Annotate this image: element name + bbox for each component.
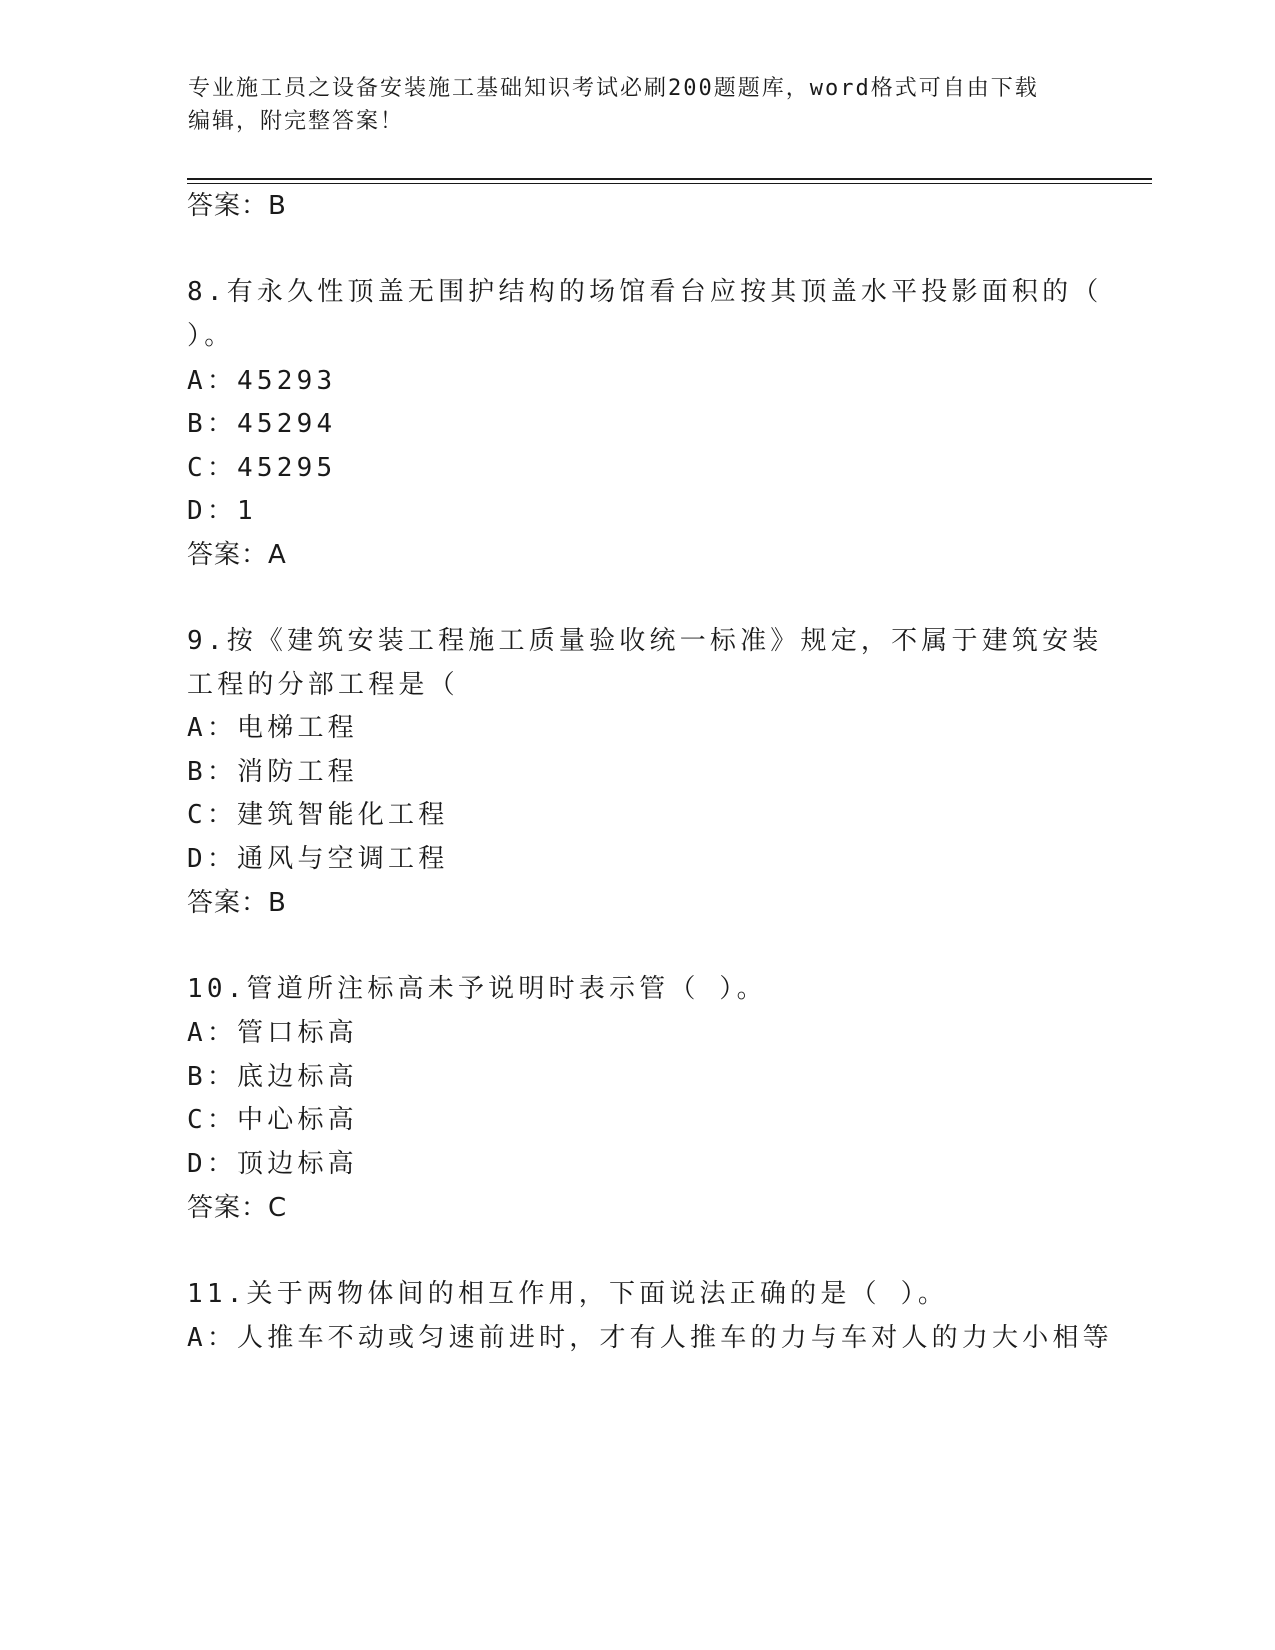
question-stem: 11.关于两物体间的相互作用，下面说法正确的是（ ）。 xyxy=(187,1279,949,1309)
answer-line: 答案：B xyxy=(187,888,287,918)
header-rule-thick xyxy=(187,178,1152,180)
option-c: C：中心标高 xyxy=(187,1105,358,1135)
question-stem: 8.有永久性顶盖无围护结构的场馆看台应按其顶盖水平投影面积的（ xyxy=(187,277,1103,307)
question-stem: 9.按《建筑安装工程施工质量验收统一标准》规定，不属于建筑安装 xyxy=(187,626,1103,656)
header-rule-thin xyxy=(187,183,1152,184)
answer-line: 答案：A xyxy=(187,540,287,570)
option-d: D：1 xyxy=(187,496,257,526)
option-a: A：45293 xyxy=(187,366,337,396)
option-c: C：建筑智能化工程 xyxy=(187,800,449,830)
option-b: B：底边标高 xyxy=(187,1062,358,1092)
question-stem: 10.管道所注标高未予说明时表示管（ ）。 xyxy=(187,974,767,1004)
option-b: B：45294 xyxy=(187,409,337,439)
option-a: A：管口标高 xyxy=(187,1018,358,1048)
answer-line: 答案：B xyxy=(187,191,287,221)
option-a: A：人推车不动或匀速前进时，才有人推车的力与车对人的力大小相等 xyxy=(187,1323,1113,1353)
option-d: D：通风与空调工程 xyxy=(187,844,449,874)
option-a: A：电梯工程 xyxy=(187,713,358,743)
answer-line: 答案：C xyxy=(187,1193,288,1223)
question-stem-continued: ）。 xyxy=(187,321,235,351)
option-c: C：45295 xyxy=(187,453,337,483)
header-line-1: 专业施工员之设备安装施工基础知识考试必刷200题题库，word格式可自由下载 xyxy=(188,76,1039,101)
question-stem-continued: 工程的分部工程是（ xyxy=(187,670,459,700)
header-line-2: 编辑，附完整答案！ xyxy=(188,109,405,134)
option-b: B：消防工程 xyxy=(187,757,358,787)
document-header xyxy=(188,72,1088,138)
option-d: D：顶边标高 xyxy=(187,1149,358,1179)
